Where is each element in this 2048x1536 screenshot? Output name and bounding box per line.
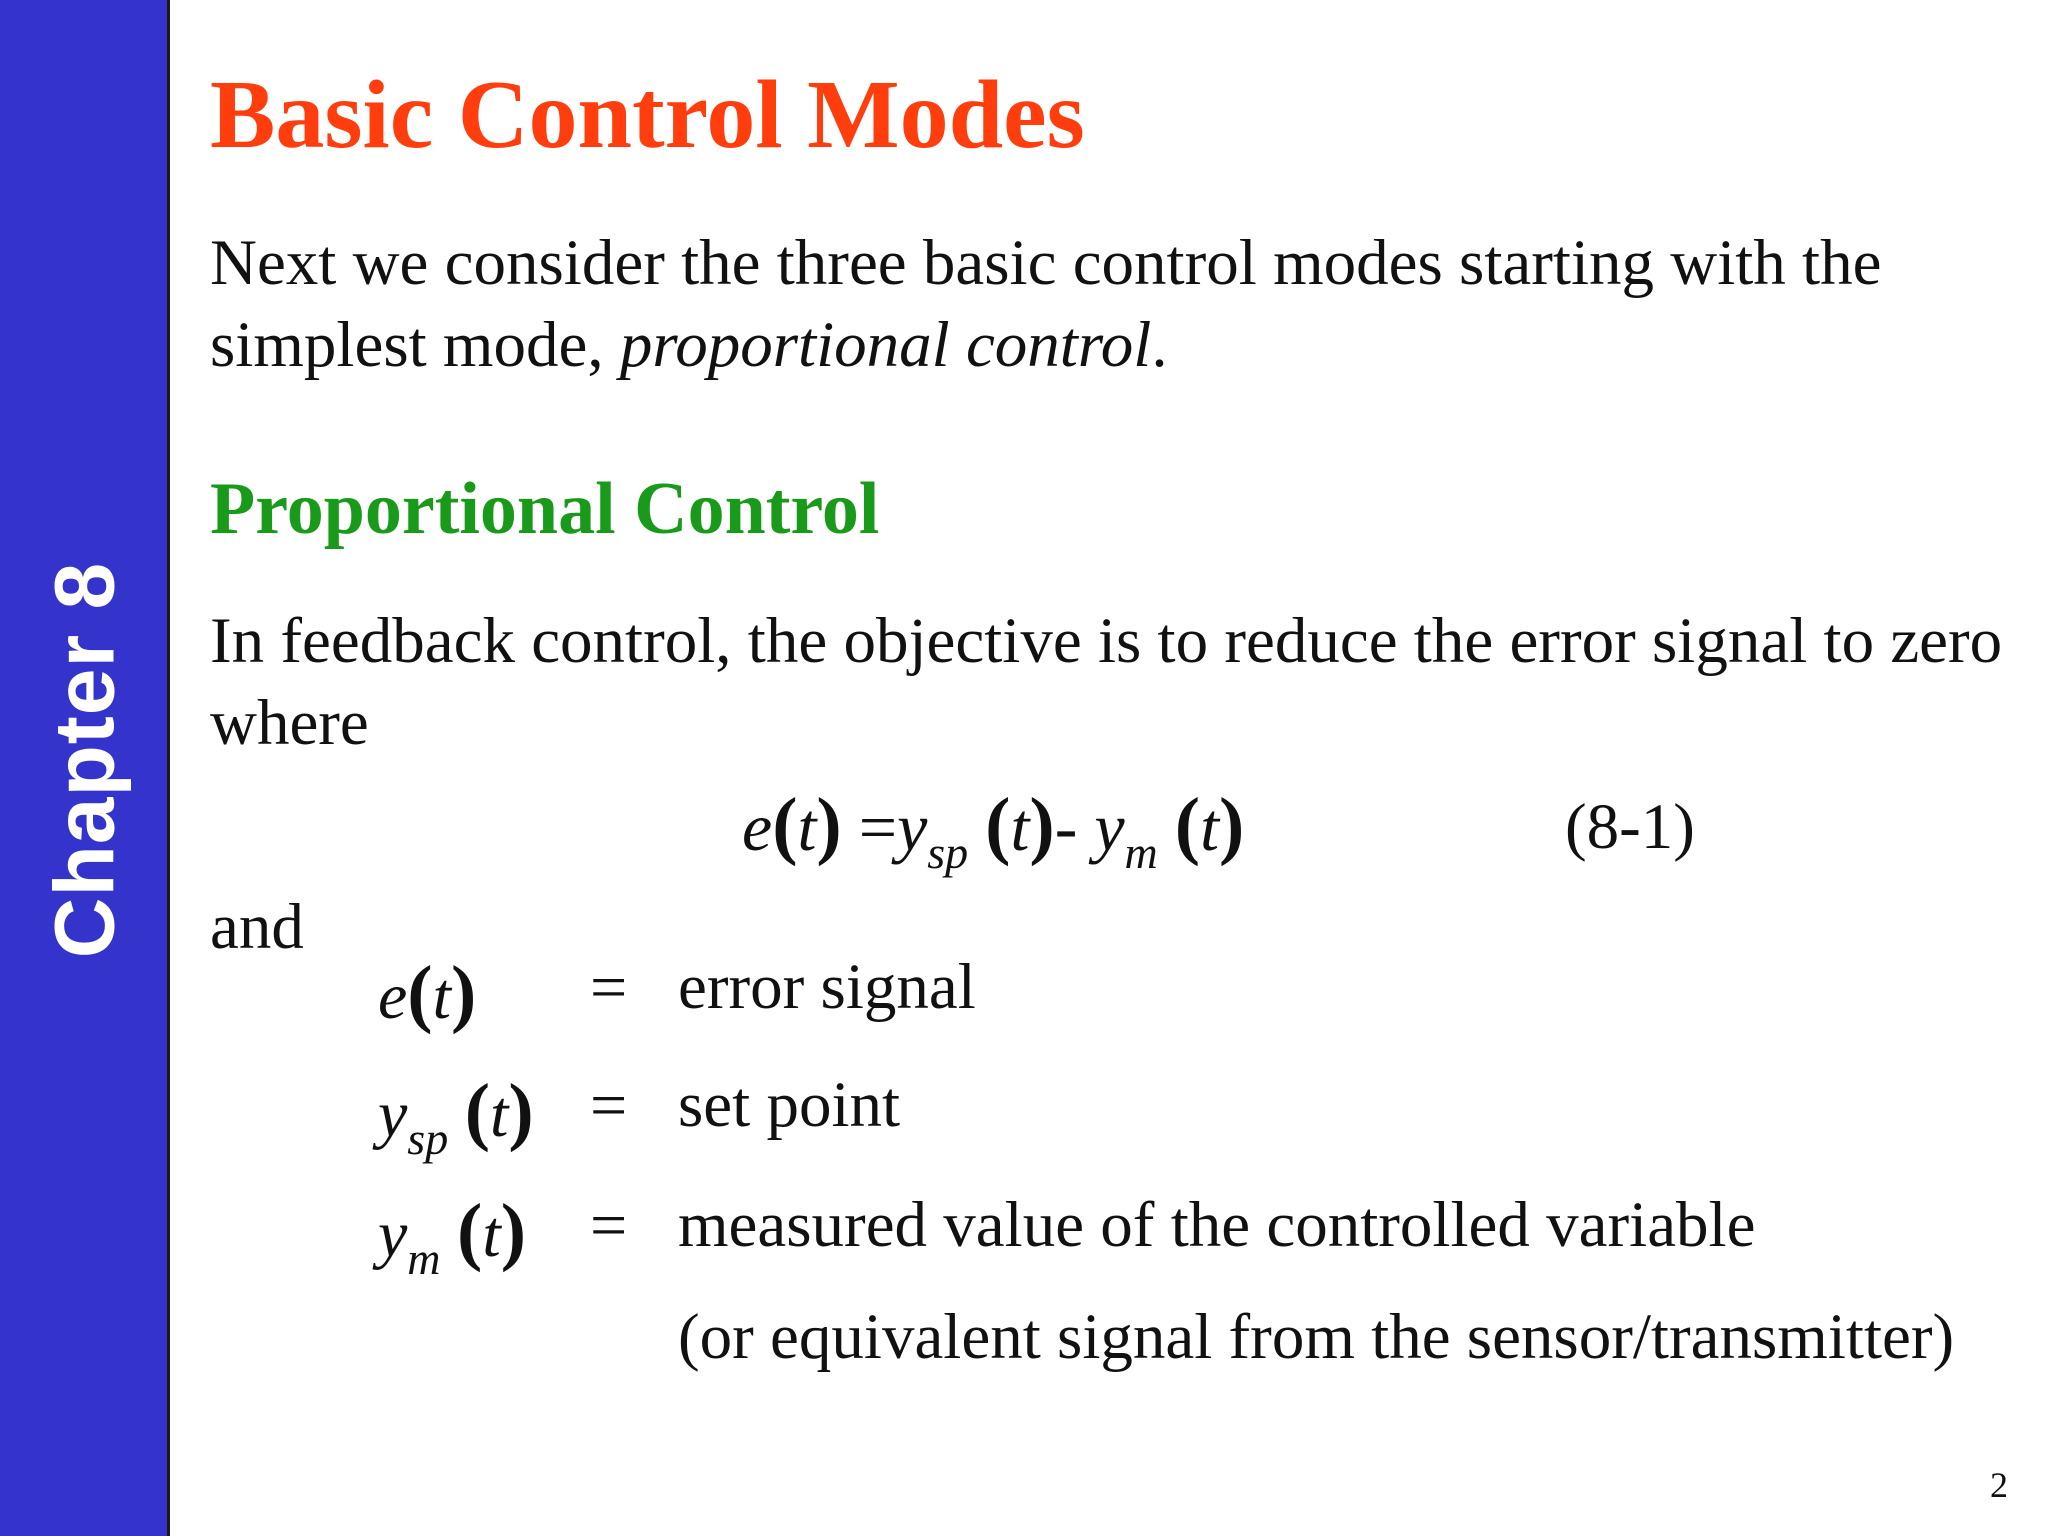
eq-sub-sp: sp	[927, 827, 969, 878]
def-symbol-error: e(t)	[378, 951, 477, 1035]
eq-minus: -	[1054, 789, 1078, 865]
error-equation: $e(t) =y_{sp}$ (t)- $y_m$ (t)	[742, 783, 1245, 878]
and-label: and	[210, 891, 304, 963]
eq-ym: y	[1094, 789, 1125, 865]
def-equals-error: =	[590, 951, 628, 1024]
def-desc-measured: measured value of the controlled variable	[678, 1189, 1756, 1261]
def-note: (or equivalent signal from the sensor/transmitter)	[678, 1301, 1955, 1373]
def-desc-setpoint: set point	[678, 1069, 901, 1141]
equation-number: (8-1)	[1565, 791, 1695, 863]
intro-text: Next we consider the three basic control modes starting with the simplest mode,	[210, 227, 1882, 381]
intro-emphasis: proportional control	[619, 309, 1152, 381]
def-symbol-setpoint: $y_{sp}$ (t)	[378, 1069, 534, 1164]
page-number: 2	[1990, 1465, 2008, 1505]
eq-e: e	[742, 789, 773, 865]
intro-paragraph	[210, 222, 2010, 386]
intro-period: .	[1151, 309, 1168, 381]
def-desc-error: error signal	[678, 951, 976, 1023]
chapter-label: Chapter 8	[37, 561, 132, 959]
chapter-sidebar	[0, 0, 170, 1536]
def-equals-setpoint: =	[590, 1069, 628, 1142]
def-symbol-measured: $y_m$ (t)	[378, 1189, 526, 1284]
eq-ysp: y	[897, 789, 928, 865]
feedback-paragraph: In feedback control, the objective is to reduce the error signal to zero where	[210, 605, 2003, 759]
eq-t3: t	[1200, 789, 1219, 865]
eq-t1: t	[797, 789, 817, 865]
slide-title: Basic Control Modes	[210, 61, 1085, 169]
eq-sub-m: m	[1124, 827, 1158, 878]
eq-equals: =	[858, 789, 898, 865]
eq-t2: t	[1010, 789, 1030, 865]
def-equals-measured: =	[590, 1189, 628, 1262]
section-heading: Proportional Control	[210, 468, 880, 550]
